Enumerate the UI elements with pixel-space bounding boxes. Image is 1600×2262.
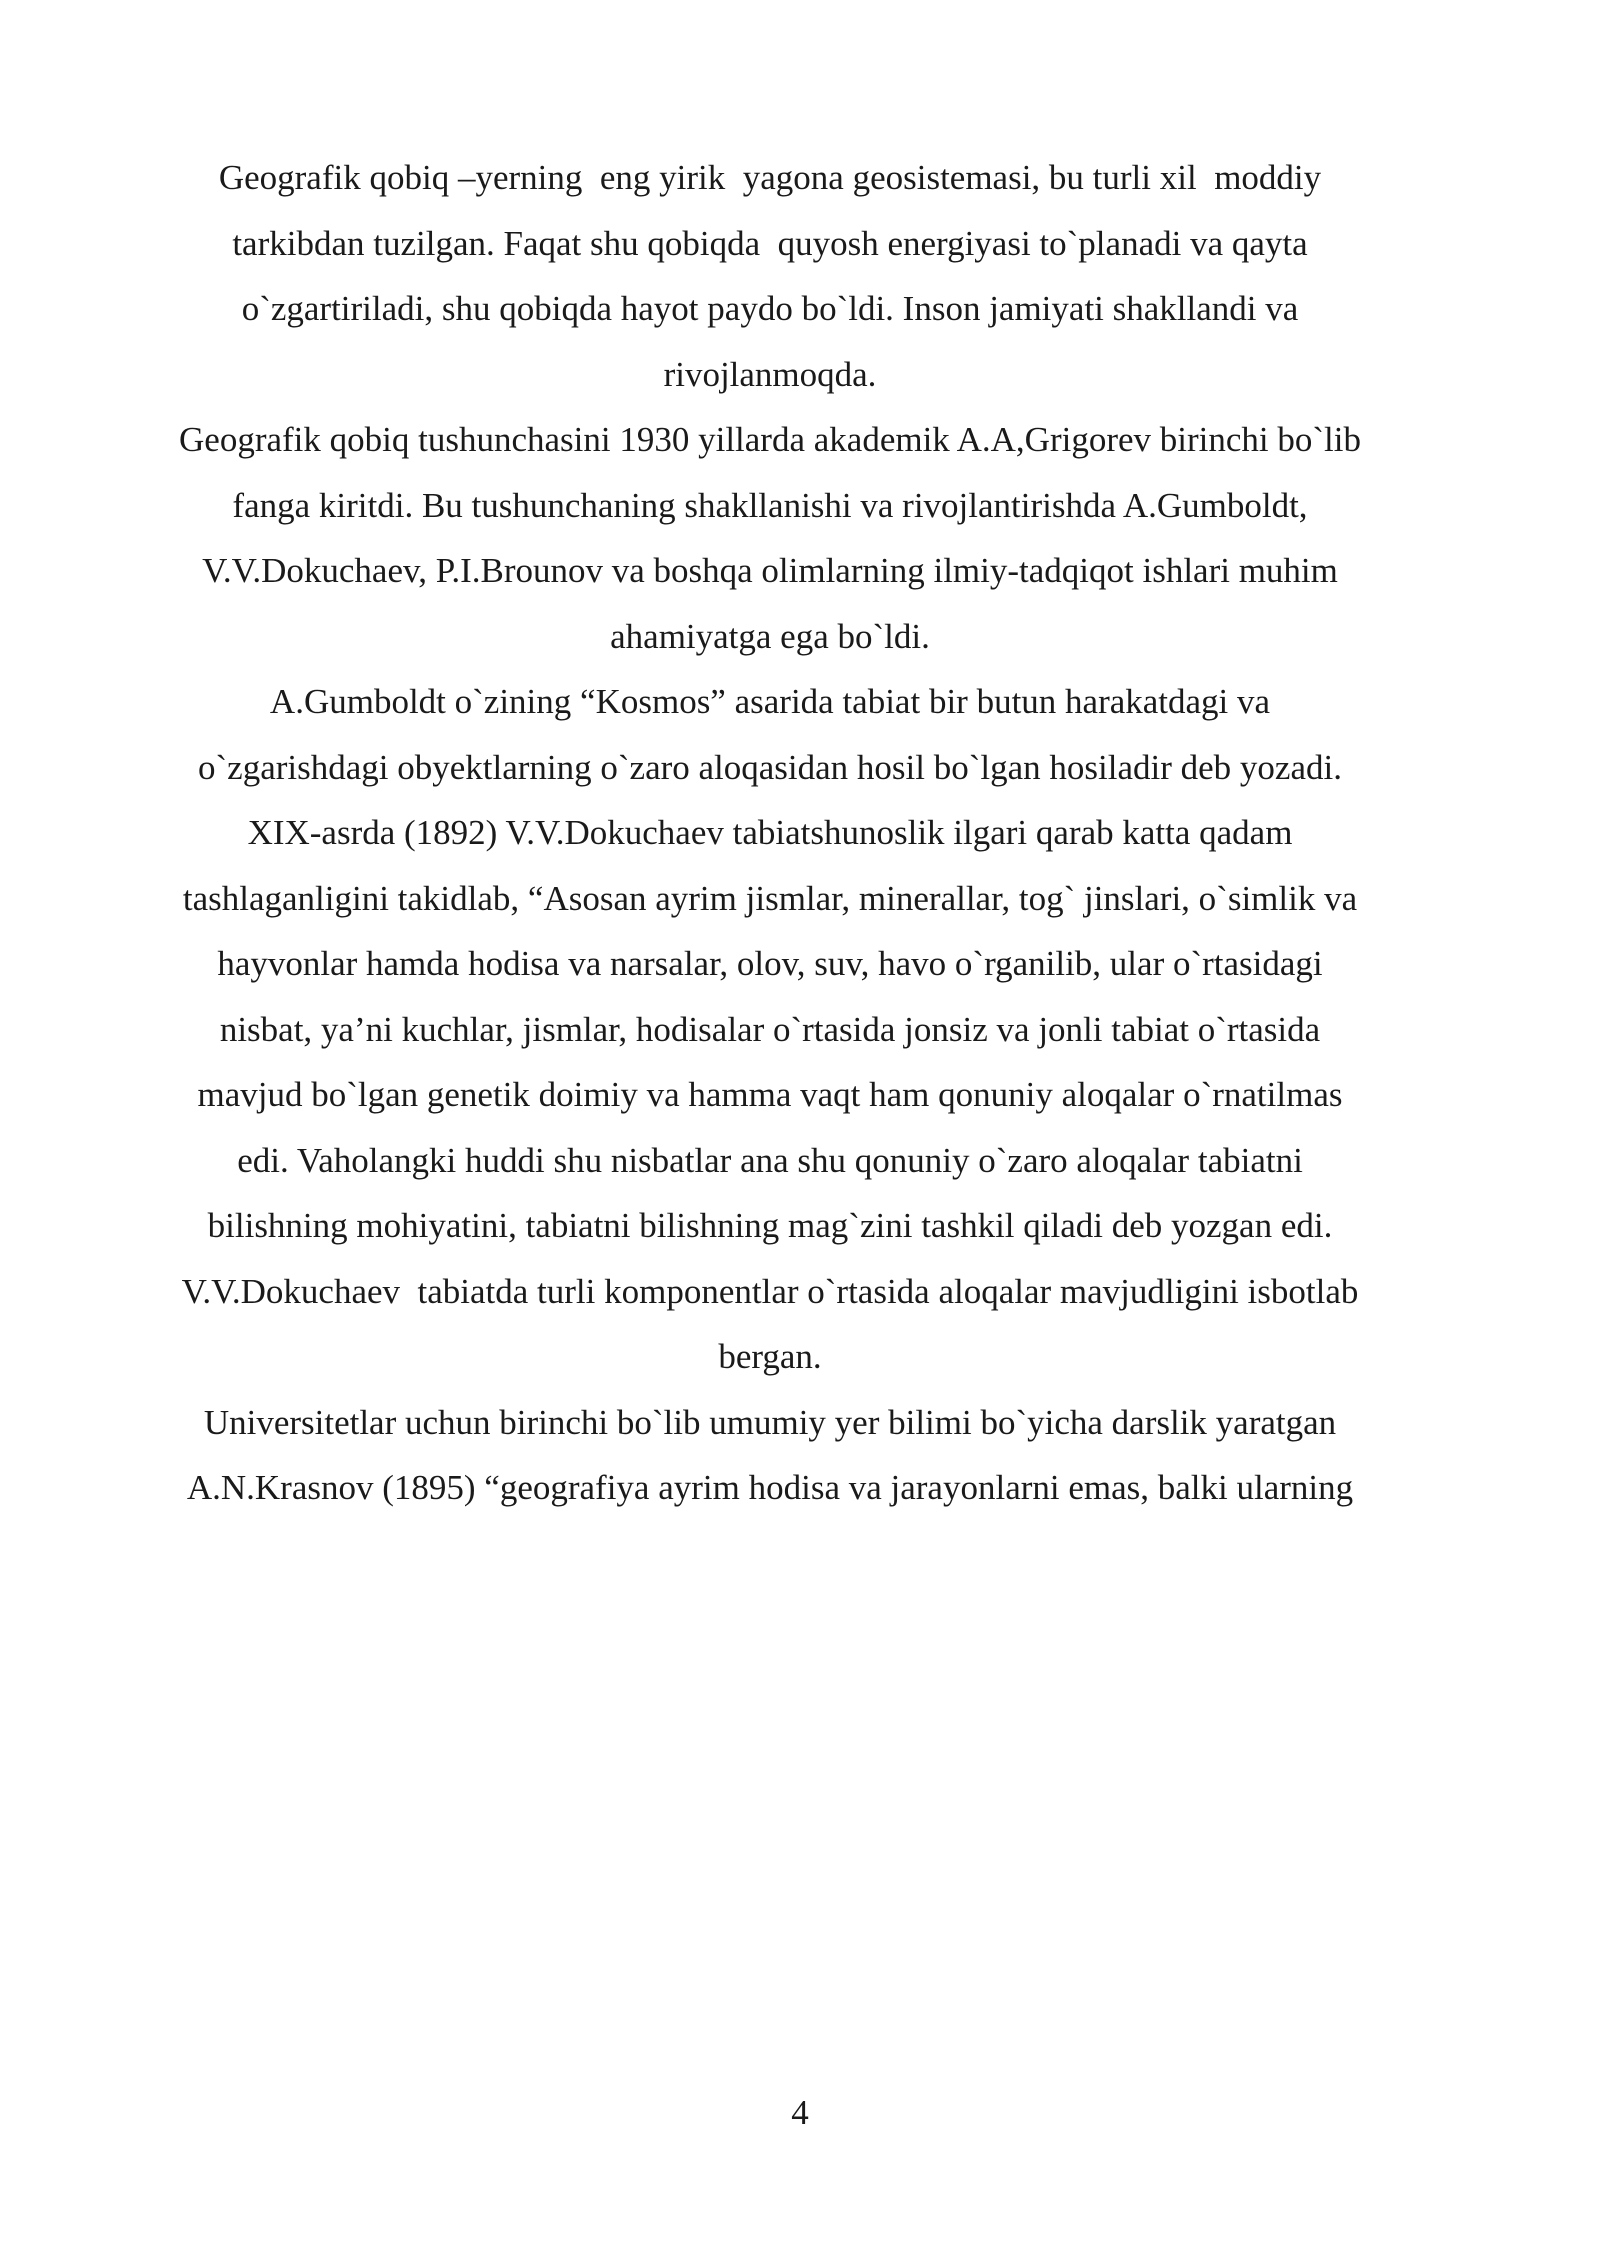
text-line: fanga kiritdi. Bu tushunchaning shakllanishi va rivojlantirishda A.Gumboldt, [232,485,1308,525]
text-line: ahamiyatga ega bo`ldi. [610,616,930,656]
text-line: edi. Vaholangki huddi shu nisbatlar ana shu qonuniy o`zaro aloqalar tabiatni [237,1140,1303,1180]
text-line: tashlaganligini takidlab, “Asosan ayrim jismlar, minerallar, tog` jinslari, o`simlik va [182,878,1358,918]
text-line: mavjud bo`lgan genetik doimiy va hamma vaqt ham qonuniy aloqalar o`rnatilmas [197,1075,1343,1114]
page-number: 4 [791,2093,809,2132]
text-line: XIX-asrda (1892) V.V.Dokuchaev tabiatshunoslik ilgari qarab katta qadam [247,813,1293,852]
text-line: bilishning mohiyatini, tabiatni bilishning mag`zini tashkil qiladi deb yozgan edi. [207,1206,1333,1245]
text-line: A.Gumboldt o`zining “Kosmos” asarida tabiat bir butun harakatdagi va [269,682,1271,721]
text-line: V.V.Dokuchaev, P.I.Brounov va boshqa olimlarning ilmiy-tadqiqot ishlari muhim [202,551,1338,590]
text-line: o`zgarishdagi obyektlarning o`zaro aloqasidan hosil bo`lgan hosiladir deb yozadi. [198,747,1342,787]
text-line: tarkibdan tuzilgan. Faqat shu qobiqda quyosh energiyasi to`planadi va qayta [232,223,1308,263]
text-line: hayvonlar hamda hodisa va narsalar, olov, suv, havo o`rganilib, ular o`rtasidagi [217,944,1323,983]
text-line: V.V.Dokuchaev tabiatda turli komponentlar o`rtasida aloqalar mavjudligini isbotlab [181,1271,1359,1311]
text-line: A.N.Krasnov (1895) “geografiya ayrim hodisa va jarayonlarni emas, balki ularning [186,1468,1354,1507]
text-line: Geografik qobiq –yerning eng yirik yagona geosistemasi, bu turli xil moddiy [218,158,1322,197]
body-text [120,145,1420,1521]
text-line: rivojlanmoqda. [663,354,877,394]
text-line: o`zgartiriladi, shu qobiqda hayot paydo bo`ldi. Inson jamiyati shakllandi va [241,289,1299,328]
text-line: nisbat, ya’ni kuchlar, jismlar, hodisalar o`rtasida jonsiz va jonli tabiat o`rtasida [219,1009,1321,1049]
text-line: bergan. [718,1337,822,1376]
text-line: Universitetlar uchun birinchi bo`lib umumiy yer bilimi bo`yicha darslik yaratgan [203,1402,1337,1442]
text-line: Geografik qobiq tushunchasini 1930 yillarda akademik A.A,Grigorev birinchi bo`lib [179,420,1361,459]
